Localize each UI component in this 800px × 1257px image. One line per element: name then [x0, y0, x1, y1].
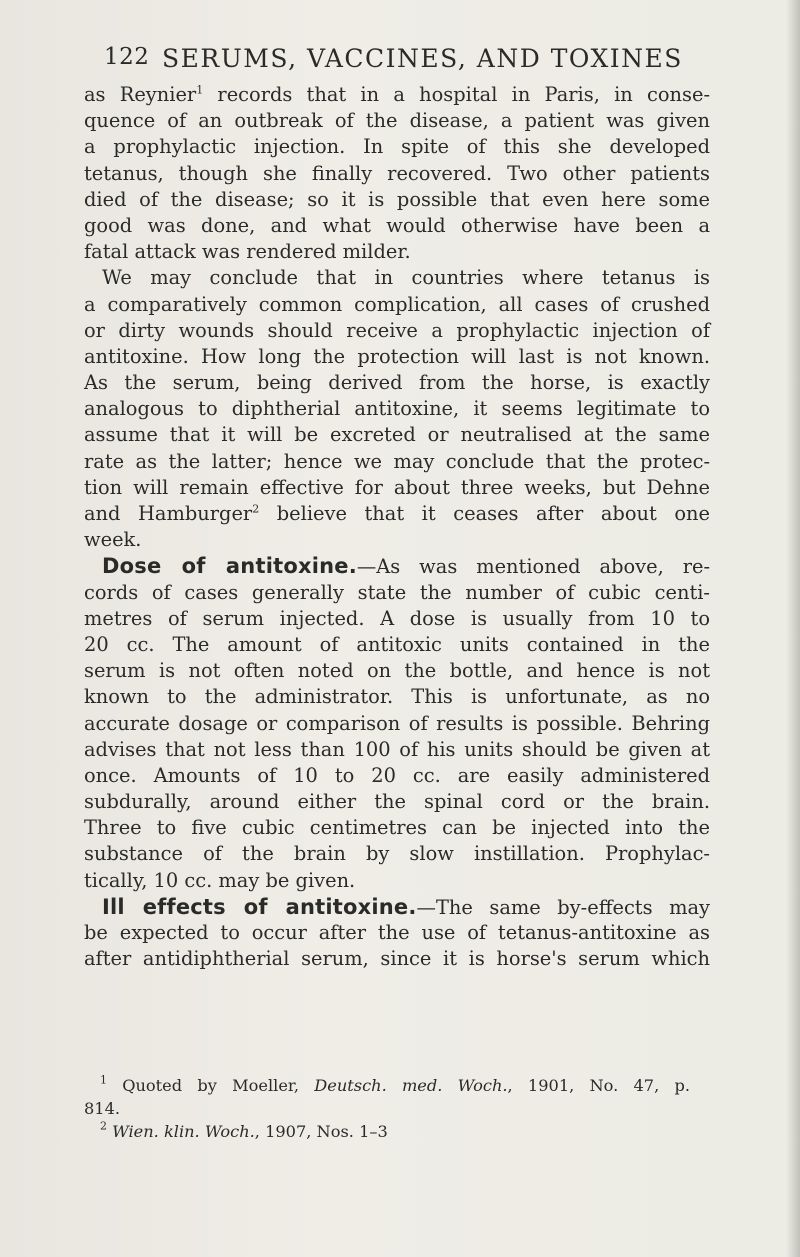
footnote-marker: 2	[100, 1119, 107, 1133]
text-span: records that in a hospital in Paris, in conse-	[203, 83, 710, 106]
text-line: We may conclude that in countries where tetanus is	[102, 266, 710, 290]
text-line: Three to five cubic centimetres can be injected into the	[84, 816, 710, 840]
text-line: good was done, and what would otherwise have been a	[84, 213, 710, 237]
footnote-marker: 1	[196, 83, 204, 97]
page-header	[104, 44, 683, 80]
page-edge-shadow	[786, 0, 800, 1257]
running-title: SERUMS, VACCINES, AND TOXINES	[162, 44, 683, 73]
text-line: analogous to diphtherial antitoxine, it seems legitimate to	[84, 397, 710, 421]
text-line: be expected to occur after the use of tetanus-antitoxine as	[84, 921, 710, 944]
section-heading: Ill effects of antitoxine.	[102, 894, 417, 919]
text-line: tically, 10 cc. may be given.	[84, 868, 356, 892]
text-line: antitoxine. How long the protection will last is not known.	[84, 344, 710, 368]
text-line: quence of an outbreak of the disease, a patient was given	[84, 109, 710, 133]
text-span: as Reynier	[84, 83, 197, 106]
text-span: , 1901, No. 47, p.	[507, 1076, 690, 1095]
text-line	[84, 501, 710, 527]
text-line: known to the administrator. This is unfortunate, as no	[84, 685, 710, 709]
body-text	[84, 82, 710, 972]
journal-title: Deutsch. med. Woch.	[314, 1076, 508, 1095]
text-line	[84, 553, 710, 579]
text-line: cords of cases generally state the number of cubic centi-	[84, 580, 710, 604]
footnote-line	[84, 1074, 690, 1097]
text-line: 20 cc. The amount of antitoxic units contained in the	[84, 632, 710, 656]
text-span: —As was mentioned above, re-	[356, 555, 710, 579]
text-line: accurate dosage or comparison of results is possible. Behring	[84, 711, 710, 735]
text-span: and Hamburger	[84, 502, 253, 525]
text-span: —The same by-effects may	[416, 895, 710, 919]
journal-title: Wien. klin. Woch.	[107, 1122, 255, 1141]
text-line: tion will remain effective for about three weeks, but Dehne	[84, 475, 710, 499]
text-line: once. Amounts of 10 to 20 cc. are easily administered	[84, 763, 710, 787]
text-line: As the serum, being derived from the horse, is exactly	[84, 371, 710, 395]
text-line: tetanus, though she finally recovered. Two other patients	[84, 161, 710, 185]
text-line: rate as the latter; hence we may conclude that the protec-	[84, 449, 710, 473]
text-span: Quoted by Moeller,	[107, 1076, 315, 1095]
footnote-line: 814.	[84, 1099, 121, 1118]
text-line: after antidiphtherial serum, since it is horse's serum which	[84, 947, 710, 971]
text-line: subdurally, around either the spinal cord or the brain.	[84, 790, 710, 814]
text-line: serum is not often noted on the bottle, and hence is not	[84, 659, 710, 683]
page-number: 122	[104, 44, 150, 70]
text-line	[84, 894, 710, 920]
footnote-marker: 1	[100, 1073, 107, 1087]
section-heading: Dose of antitoxine.	[102, 554, 357, 579]
footnotes	[84, 1074, 690, 1143]
text-line: a prophylactic injection. In spite of this she developed	[84, 135, 710, 159]
footnote-line	[84, 1120, 690, 1143]
text-line: substance of the brain by slow instillation. Prophylac-	[84, 842, 710, 866]
text-line: a comparatively common complication, all cases of crushed	[84, 292, 710, 316]
text-line: fatal attack was rendered milder.	[84, 240, 411, 264]
footnote-marker: 2	[252, 502, 260, 516]
text-line: assume that it will be excreted or neutralised at the same	[84, 423, 710, 447]
text-span: believe that it ceases after about one	[259, 502, 710, 525]
text-line: or dirty wounds should receive a prophylactic injection of	[84, 318, 710, 342]
text-line	[84, 82, 710, 108]
text-line: week.	[84, 528, 142, 552]
text-line: metres of serum injected. A dose is usually from 10 to	[84, 606, 710, 630]
text-line: died of the disease; so it is possible that even here some	[84, 187, 710, 211]
text-span: , 1907, Nos. 1–3	[254, 1122, 388, 1141]
text-line: advises that not less than 100 of his units should be given at	[84, 737, 710, 761]
